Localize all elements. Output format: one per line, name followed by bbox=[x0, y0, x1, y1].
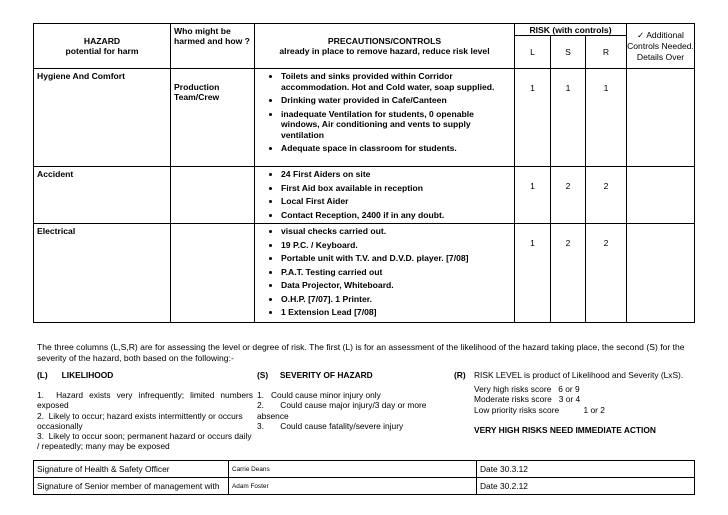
additional-controls-header: ✓ Additional Controls Needed. Details Over bbox=[627, 24, 695, 69]
s-value: 1 bbox=[551, 69, 586, 167]
risk-level-title: RISK LEVEL is product of Likelihood and Severity (LxS). bbox=[474, 370, 684, 380]
l-value: 1 bbox=[515, 167, 551, 224]
controls-cell bbox=[255, 69, 515, 167]
control-item: • 1 Extension Lead [7/08] bbox=[281, 307, 514, 318]
hazard-header: HAZARD potential for harm bbox=[34, 24, 171, 69]
control-item: • visual checks carried out. bbox=[281, 226, 514, 237]
l-value: 1 bbox=[515, 224, 551, 323]
s-header: S bbox=[551, 36, 586, 69]
likelihood-title: LIKELIHOOD bbox=[61, 370, 114, 380]
controls-cell bbox=[255, 224, 515, 323]
signature-table bbox=[33, 460, 695, 495]
hazard-cell: Hygiene And Comfort bbox=[34, 69, 171, 167]
who-header: Who might be harmed and how ? bbox=[171, 24, 255, 69]
l-value: 1 bbox=[515, 69, 551, 167]
signature-name: Carrie Deans bbox=[229, 461, 477, 478]
severity-section: (S) SEVERITY OF HAZARD 1. Could cause minor injury only 2. Could cause major injury/3 day or more absence 3. Could cause fatality/severe injury bbox=[257, 370, 447, 431]
l-header: L bbox=[515, 36, 551, 69]
control-item: • Local First Aider bbox=[281, 196, 514, 207]
severity-item: 2. Could cause major injury/3 day or more absence bbox=[257, 400, 427, 421]
table-row bbox=[34, 167, 695, 224]
s-value: 2 bbox=[551, 167, 586, 224]
control-item: • Contact Reception, 2400 if in any doubt. bbox=[281, 210, 514, 221]
likelihood-section: (L) LIKELIHOOD 1. Hazard exists very infrequently; limited numbers exposed 2. Likely to occur; hazard exists intermittently or occurs occasionally 3. Likely to occur soon; permanent hazard or occurs daily / repeatedly; many may be exposed bbox=[37, 370, 253, 452]
control-item: • Adequate space in classroom for students. bbox=[281, 143, 514, 154]
r-value: 2 bbox=[586, 167, 627, 224]
likelihood-item: 3. Likely to occur soon; permanent hazard or occurs daily / repeatedly; many may be exposed bbox=[37, 431, 252, 452]
risk-warning: VERY HIGH RISKS NEED IMMEDIATE ACTION bbox=[474, 424, 656, 435]
who-cell: Production Team/Crew bbox=[171, 69, 255, 167]
precautions-header: PRECAUTIONS/CONTROLS already in place to remove hazard, reduce risk level bbox=[255, 24, 515, 69]
control-item: • Toilets and sinks provided within Corridor accommodation. Hot and Cold water, soap supplied. bbox=[281, 71, 514, 92]
risk-assessment-table bbox=[33, 23, 695, 323]
severity-item: 3. Could cause fatality/severe injury bbox=[257, 420, 404, 431]
control-item: • 19 P.C. / Keyboard. bbox=[281, 240, 514, 251]
additional-cell bbox=[627, 69, 695, 167]
additional-cell bbox=[627, 224, 695, 323]
control-item: • Data Projector, Whiteboard. bbox=[281, 280, 514, 291]
check-icon: ✓ bbox=[637, 29, 645, 40]
severity-title: SEVERITY OF HAZARD bbox=[279, 370, 373, 380]
risk-level-section: (R) RISK LEVEL is product of Likelihood and Severity (LxS). Very high risks score 6 or 9 Moderate risks score 3 or 4 Low priority risks score 1 or 2 VERY HIGH RISKS NEED IMMEDIATE ACTION bbox=[454, 370, 699, 435]
r-value: 1 bbox=[586, 69, 627, 167]
likelihood-item: 2. Likely to occur; hazard exists intermittently or occurs occasionally bbox=[37, 410, 243, 431]
very-high-score: Very high risks score 6 or 9 bbox=[474, 384, 580, 395]
control-item: • O.H.P. [7/07]. 1 Printer. bbox=[281, 294, 514, 305]
hazard-cell: Electrical bbox=[34, 224, 171, 323]
moderate-score: Moderate risks score 3 or 4 bbox=[474, 394, 581, 405]
low-score: Low priority risks score 1 or 2 bbox=[474, 404, 605, 415]
s-value: 2 bbox=[551, 224, 586, 323]
hazard-cell: Accident bbox=[34, 167, 171, 224]
who-cell bbox=[171, 167, 255, 224]
signature-name: Adam Foster bbox=[229, 478, 477, 495]
signature-date: Date 30.2.12 bbox=[477, 478, 695, 495]
signature-label: Signature of Health & Safety Officer bbox=[34, 461, 229, 478]
control-item: • Drinking water provided in Cafe/Canteen bbox=[281, 95, 514, 106]
signature-row bbox=[34, 461, 695, 478]
control-item: • 24 First Aiders on site bbox=[281, 169, 514, 180]
table-row bbox=[34, 69, 695, 167]
explanation-text: The three columns (L,S,R) are for assessing the level or degree of risk. The first (L) is for an assessment of the likelihood of the hazard taking place, the second (S) for the severity of the hazard, both based on the following:- bbox=[37, 342, 685, 363]
signature-label: Signature of Senior member of management with bbox=[34, 478, 229, 495]
control-item: • inadequate Ventilation for students, 0 openable windows, Air conditioning and vents to supply ventilation bbox=[281, 109, 514, 141]
additional-cell bbox=[627, 167, 695, 224]
likelihood-item: 1. Hazard exists very infrequently; limited numbers exposed bbox=[37, 390, 253, 411]
control-item: • Portable unit with T.V. and D.V.D. player. [7/08] bbox=[281, 253, 514, 264]
r-header: R bbox=[586, 36, 627, 69]
signature-row bbox=[34, 478, 695, 495]
severity-item: 1. Could cause minor injury only bbox=[257, 390, 381, 401]
who-cell bbox=[171, 224, 255, 323]
risk-header: RISK (with controls) bbox=[515, 24, 627, 36]
controls-cell bbox=[255, 167, 515, 224]
r-value: 2 bbox=[586, 224, 627, 323]
signature-date: Date 30.3.12 bbox=[477, 461, 695, 478]
table-row bbox=[34, 224, 695, 323]
control-item: • P.A.T. Testing carried out bbox=[281, 267, 514, 278]
control-item: • First Aid box available in reception bbox=[281, 183, 514, 194]
